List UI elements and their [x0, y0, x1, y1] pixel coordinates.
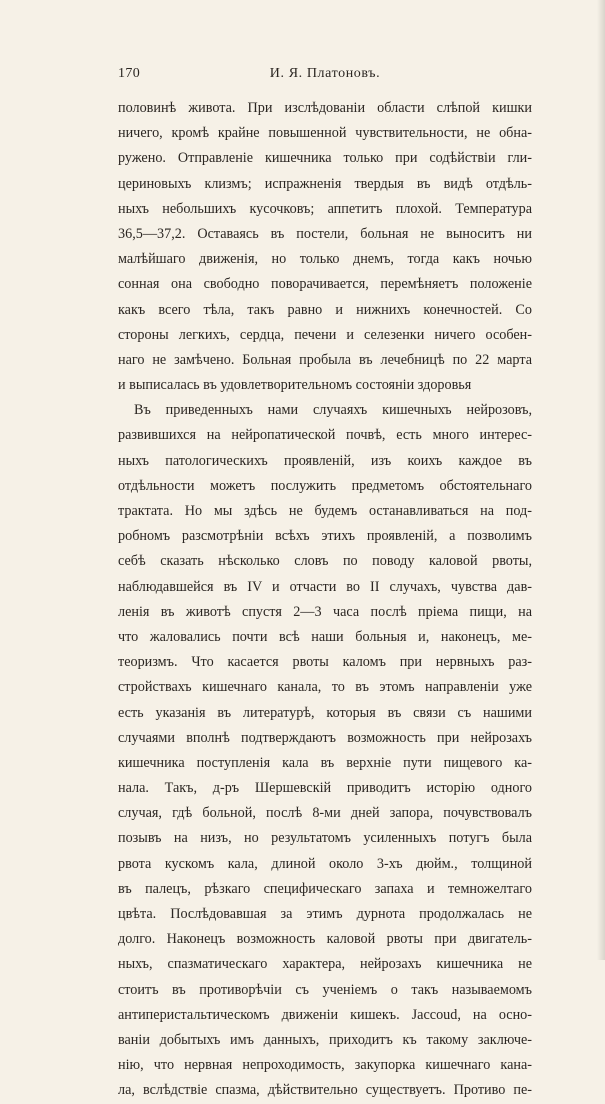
running-head: И. Я. Платоновъ. — [269, 66, 381, 81]
text-line: нію, что нервная непроходимость, закупорка кишечнаго кана- — [118, 1057, 532, 1074]
text-line: цериновыхъ клизмъ; испражненія твердыя въ видѣ отдѣль- — [118, 175, 532, 192]
text-line: ружено. Отправленіе кишечника только при содѣйствіи гли- — [118, 150, 532, 167]
text-line: цвѣта. Послѣдовавшая за этимъ дурнота продолжалась не — [118, 906, 532, 922]
text-line: ныхъ небольшихъ кусочковъ; аппетитъ плохой. Температура — [118, 200, 532, 217]
text-line: наго не замѣчено. Больная пробыла въ лечебницѣ по 22 марта — [118, 351, 532, 368]
text-line: трактата. Но мы здѣсь не будемъ останавливаться на под- — [118, 503, 532, 519]
text-line: себѣ сказать нѣсколько словъ по поводу каловой рвоты, — [118, 553, 532, 570]
text-line: развившихся на нейропатической почвѣ, есть много интерес- — [118, 427, 532, 444]
text-line: сонная она свободно поворачивается, перемѣняетъ положеніе — [118, 276, 532, 293]
text-line: ваніи добытыхъ имъ данныхъ, приходитъ къ такому заключе- — [118, 1031, 532, 1048]
text-line: ныхъ патологическихъ проявленій, изъ коихъ каждое въ — [118, 452, 532, 469]
text-line: рвота кускомъ кала, длиной около 3-хъ дюйм., толщиной — [118, 855, 532, 872]
text-line: и выписалась въ удовлетворительномъ состояніи здоровья — [118, 377, 472, 394]
text-line: какъ всего тѣла, такъ равно и нижнихъ конечностей. Со — [118, 301, 532, 318]
text-line: долго. Наконецъ возможность каловой рвоты при двигатель- — [118, 931, 532, 948]
text-line: стороны легкихъ, сердца, печени и селезенки ничего особен- — [118, 326, 532, 343]
text-line: кишечника поступленія кала въ верхніе пути пищевого ка- — [118, 754, 532, 771]
text-line: ныхъ, спазматическаго характера, нейрозахъ кишечника не — [118, 956, 532, 973]
text-line: стоитъ въ противорѣчіи съ ученіемъ о такъ называемомъ — [118, 981, 532, 998]
text-line: ла, вслѣдствіе спазма, дѣйствительно существуетъ. Противо пе- — [118, 1082, 532, 1099]
text-line: стройствахъ кишечнаго канала, то въ этомъ направленіи уже — [118, 679, 532, 696]
text-line: 36,5—37,2. Оставаясь въ постели, больная не выноситъ ни — [118, 225, 532, 242]
text-line: нала. Такъ, д-ръ Шершевскій приводитъ исторію одного — [118, 780, 532, 797]
text-line: ничего, кромѣ крайне повышенной чувствительности, не обна- — [118, 125, 532, 142]
page-header — [118, 66, 532, 86]
text-line: что жаловались почти всѣ наши больныя и, наконецъ, ме- — [118, 628, 532, 645]
page-edge-shadow — [597, 0, 605, 960]
page-number: 170 — [118, 66, 141, 81]
text-line: робномъ разсмотрѣніи всѣхъ этихъ проявленій, а позволимъ — [118, 528, 532, 545]
body-text — [118, 96, 532, 1104]
text-line: отдѣльности можетъ послужить предметомъ обстоятельнаго — [118, 477, 532, 494]
text-line: случаями вполнѣ подтверждаютъ возможность при нейрозахъ — [118, 729, 532, 746]
text-line: случая, гдѣ больной, послѣ 8-ми дней запора, почувствовалъ — [118, 805, 532, 822]
text-line: есть указанія въ литературѣ, которыя въ связи съ нашими — [118, 704, 532, 721]
text-line: теоризмъ. Что касается рвоты каломъ при нервныхъ раз- — [118, 654, 532, 671]
text-line: въ палецъ, рѣзкаго специфическаго запаха и темножелтаго — [118, 880, 532, 897]
text-line: малѣйшаго движенія, но только днемъ, тогда какъ ночью — [118, 251, 532, 268]
text-line: ленія въ животѣ спустя 2—3 часа послѣ пріема пищи, на — [118, 603, 532, 620]
text-line: наблюдавшейся въ IV и отчасти во II случахъ, чувства дав- — [118, 578, 532, 595]
text-line: Въ приведенныхъ нами случаяхъ кишечныхъ нейрозовъ, — [134, 402, 532, 419]
text-line: позывъ на низъ, но результатомъ усиленныхъ потугъ была — [118, 830, 532, 847]
text-line: антиперистальтическомъ движеніи кишекъ. Jaccoud, на осно- — [118, 1006, 532, 1023]
text-line: половинѣ живота. При изслѣдованіи области слѣпой кишки — [118, 100, 532, 116]
